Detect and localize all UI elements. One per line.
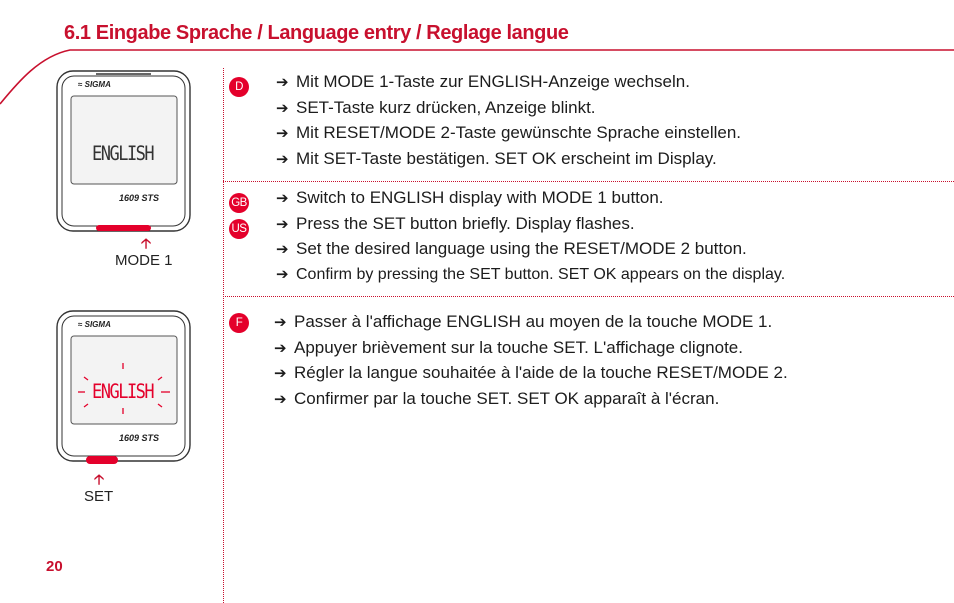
instruction-item: ➔ Confirm by pressing the SET button. SET OK appears on the display. [276, 263, 785, 288]
lang-badge-d: D [229, 77, 249, 97]
arrow-right-icon: ➔ [276, 265, 289, 283]
section-divider-2 [223, 296, 954, 297]
device-model-suffix: STS [141, 193, 160, 203]
device-brand: SIGMA [84, 320, 111, 329]
device-model: 1609 [119, 433, 140, 443]
lang-badge-us: US [229, 219, 249, 239]
instruction-item: ➔ Appuyer brièvement sur la touche SET. L'affichage clignote. [274, 336, 788, 362]
instruction-item: ➔ SET-Taste kurz drücken, Anzeige blinkt. [276, 96, 741, 122]
vertical-divider [223, 68, 224, 603]
page-title: 6.1 Eingabe Sprache / Language entry / Reglage langue [64, 22, 569, 44]
device-brand: SIGMA [84, 80, 111, 89]
instruction-item: ➔ Passer à l'affichage ENGLISH au moyen de la touche MODE 1. [274, 310, 788, 336]
instructions-english [276, 186, 785, 287]
device-model-suffix: STS [141, 433, 160, 443]
instruction-item: ➔ Mit RESET/MODE 2-Taste gewünschte Sprache einstellen. [276, 121, 741, 147]
instructions-french [274, 310, 788, 412]
device-display-text-blinking: ENGLISH [92, 380, 154, 404]
arrow-right-icon: ➔ [276, 74, 289, 91]
device-button-label: SET [84, 488, 114, 505]
arrow-right-icon: ➔ [274, 314, 287, 331]
page-number: 20 [46, 558, 63, 575]
device-illustration-set [56, 310, 191, 472]
arrow-right-icon: ➔ [276, 190, 289, 207]
arrow-right-icon: ➔ [276, 150, 289, 168]
arrow-right-icon: ➔ [276, 241, 289, 258]
arrow-right-icon: ➔ [276, 215, 289, 233]
arrow-right-icon: ➔ [274, 365, 287, 382]
device-model: 1609 [119, 193, 140, 203]
instruction-item: ➔ Press the SET button briefly. Display flashes. [276, 212, 785, 238]
lang-badge-gb: GB [229, 193, 249, 213]
lang-badge-f: F [229, 313, 249, 333]
arrow-right-icon: ➔ [274, 390, 287, 408]
device-illustration-mode1 [56, 70, 191, 232]
instructions-german [276, 70, 741, 172]
instruction-item: ➔ Mit SET-Taste bestätigen. SET OK erscheint im Display. [276, 147, 741, 173]
arrow-right-icon: ➔ [274, 339, 287, 357]
sigma-logo-icon: ≈ [78, 80, 83, 89]
arrow-right-icon: ➔ [276, 125, 289, 142]
device-button-label: MODE 1 [115, 252, 173, 269]
instruction-item: ➔ Confirmer par la touche SET. SET OK apparaît à l'écran. [274, 387, 788, 413]
instruction-item: ➔ Régler la langue souhaitée à l'aide de la touche RESET/MODE 2. [274, 361, 788, 387]
sigma-logo-icon: ≈ [78, 320, 83, 329]
instruction-item: ➔ Mit MODE 1-Taste zur ENGLISH-Anzeige wechseln. [276, 70, 741, 96]
instruction-item: ➔ Switch to ENGLISH display with MODE 1 button. [276, 186, 785, 212]
instruction-item: ➔ Set the desired language using the RESET/MODE 2 button. [276, 237, 785, 263]
arrow-right-icon: ➔ [276, 99, 289, 117]
device-display-text: ENGLISH [92, 142, 154, 166]
section-divider-1 [223, 181, 954, 182]
